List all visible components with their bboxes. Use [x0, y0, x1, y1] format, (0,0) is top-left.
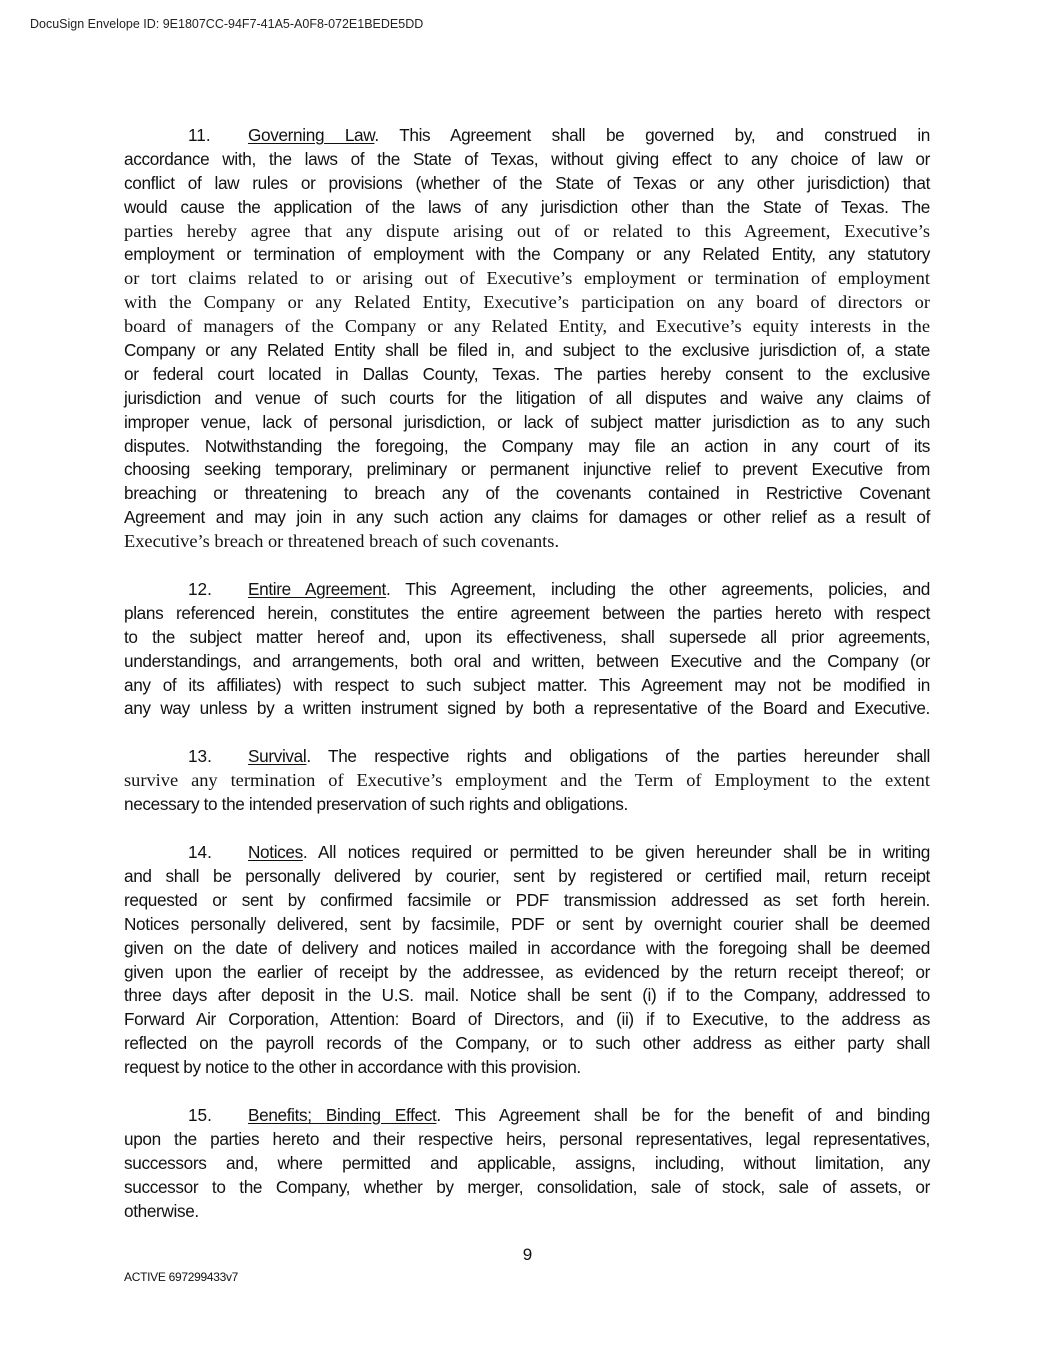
section-heading: Notices — [248, 842, 303, 863]
section-number: 15. — [188, 1104, 212, 1125]
section-line: upon the parties hereto and their respective heirs, personal representatives, legal representatives, — [124, 1128, 930, 1149]
section-line: parties hereby agree that any dispute arising out of or related to this Agreement, Executive’s — [124, 220, 930, 241]
section-line: jurisdiction and venue of such courts for the litigation of all disputes and waive any claims of — [124, 387, 930, 408]
document-footer-id: ACTIVE 697299433v7 — [124, 1270, 239, 1284]
docusign-envelope-id: DocuSign Envelope ID: 9E1807CC-94F7-41A5-A0F8-072E1BEDE5DD — [30, 17, 424, 31]
section-number: 12. — [188, 579, 212, 600]
section-line: successor to the Company, whether by merger, consolidation, sale of stock, sale of assets, or — [124, 1176, 930, 1197]
section-line: requested or sent by confirmed facsimile or PDF transmission addressed as set forth herein. — [124, 889, 930, 910]
section-governing-law — [124, 124, 930, 554]
section-line: survive any termination of Executive’s employment and the Term of Employment to the extent — [124, 770, 930, 791]
section-line: Notices personally delivered, sent by facsimile, PDF or sent by overnight courier shall be deemed — [124, 913, 930, 934]
section-line: any of its affiliates) with respect to such subject matter. This Agreement may not be modified in — [124, 674, 930, 695]
section-first-line — [124, 1104, 930, 1128]
section-line: given upon the earlier of receipt by the addressee, as evidenced by the return receipt thereof; or — [124, 961, 930, 982]
document-body — [124, 124, 930, 1247]
section-first-line — [124, 745, 930, 769]
section-line: Forward Air Corporation, Attention: Board of Directors, and (ii) if to Executive, to the address as — [124, 1009, 930, 1030]
section-line: Executive’s breach or threatened breach of such covenants. — [124, 531, 560, 552]
section-text: . This Agreement shall be for the benefit of and binding — [436, 1104, 930, 1125]
section-line: understandings, and arrangements, both oral and written, between Executive and the Company (or — [124, 650, 930, 671]
section-line: and shall be personally delivered by courier, sent by registered or certified mail, return receipt — [124, 865, 930, 886]
section-text: . All notices required or permitted to be given hereunder shall be in writing — [302, 842, 930, 863]
section-first-line — [124, 578, 930, 602]
section-line: request by notice to the other in accordance with this provision. — [124, 1057, 581, 1078]
section-entire-agreement — [124, 578, 930, 721]
section-text: . This Agreement shall be governed by, and construed in — [374, 125, 930, 145]
section-line: any way unless by a written instrument signed by both a representative of the Board and Executive. — [124, 698, 930, 719]
section-line: successors and, where permitted and applicable, assigns, including, without limitation, any — [124, 1152, 930, 1173]
section-first-line — [124, 124, 930, 148]
section-text: . This Agreement, including the other agreements, policies, and — [385, 579, 930, 600]
section-line: three days after deposit in the U.S. mail. Notice shall be sent (i) if to the Company, addressed to — [124, 985, 930, 1006]
section-survival — [124, 745, 930, 817]
section-line: with the Company or any Related Entity, Executive’s participation on any board of directors or — [124, 292, 930, 313]
section-line: to the subject matter hereof and, upon its effectiveness, shall supersede all prior agreements, — [124, 626, 930, 647]
section-number: 11. — [188, 125, 211, 145]
section-line: improper venue, lack of personal jurisdiction, or lack of subject matter jurisdiction as to any such — [124, 411, 930, 432]
section-heading: Benefits; Binding Effect — [248, 1104, 437, 1125]
section-line: choosing seeking temporary, preliminary or permanent injunctive relief to prevent Executive from — [124, 459, 930, 480]
section-line: conflict of law rules or provisions (whether of the State of Texas or any other jurisdiction) that — [124, 172, 930, 193]
section-line: or federal court located in Dallas County, Texas. The parties hereby consent to the exclusive — [124, 363, 930, 384]
section-line: given on the date of delivery and notices mailed in accordance with the foregoing shall be deemed — [124, 937, 930, 958]
page-number: 9 — [522, 1245, 533, 1264]
section-line: would cause the application of the laws of any jurisdiction other than the State of Texas. The — [124, 196, 930, 217]
section-first-line — [124, 841, 930, 865]
section-number: 14. — [188, 842, 212, 863]
section-line: plans referenced herein, constitutes the entire agreement between the parties hereto with respect — [124, 602, 930, 623]
section-line: Agreement and may join in any such action any claims for damages or other relief as a result of — [124, 507, 930, 528]
section-line: reflected on the payroll records of the Company, or to such other address as either party shall — [124, 1033, 930, 1054]
section-benefits-binding-effect — [124, 1104, 930, 1223]
section-number: 13. — [188, 746, 212, 767]
section-line: board of managers of the Company or any Related Entity, and Executive’s equity interests in the — [124, 316, 930, 337]
section-line: employment or termination of employment with the Company or any Related Entity, any statutory — [124, 244, 930, 265]
section-line: disputes. Notwithstanding the foregoing, the Company may file an action in any court of its — [124, 435, 930, 456]
section-line: or tort claims related to or arising out of Executive’s employment or termination of employment — [124, 268, 930, 289]
section-line: breaching or threatening to breach any of the covenants contained in Restrictive Covenant — [124, 483, 930, 504]
section-line: Company or any Related Entity shall be filed in, and subject to the exclusive jurisdiction of, a state — [124, 340, 930, 361]
section-line: otherwise. — [124, 1200, 199, 1221]
section-heading: Survival — [248, 746, 307, 767]
section-line: necessary to the intended preservation of such rights and obligations. — [124, 794, 628, 815]
section-heading: Entire Agreement — [248, 579, 386, 600]
section-line: accordance with, the laws of the State of Texas, without giving effect to any choice of law or — [124, 148, 930, 169]
section-notices — [124, 841, 930, 1080]
section-text: . The respective rights and obligations of the parties hereunder shall — [306, 746, 930, 767]
section-heading: Governing Law — [248, 125, 375, 145]
